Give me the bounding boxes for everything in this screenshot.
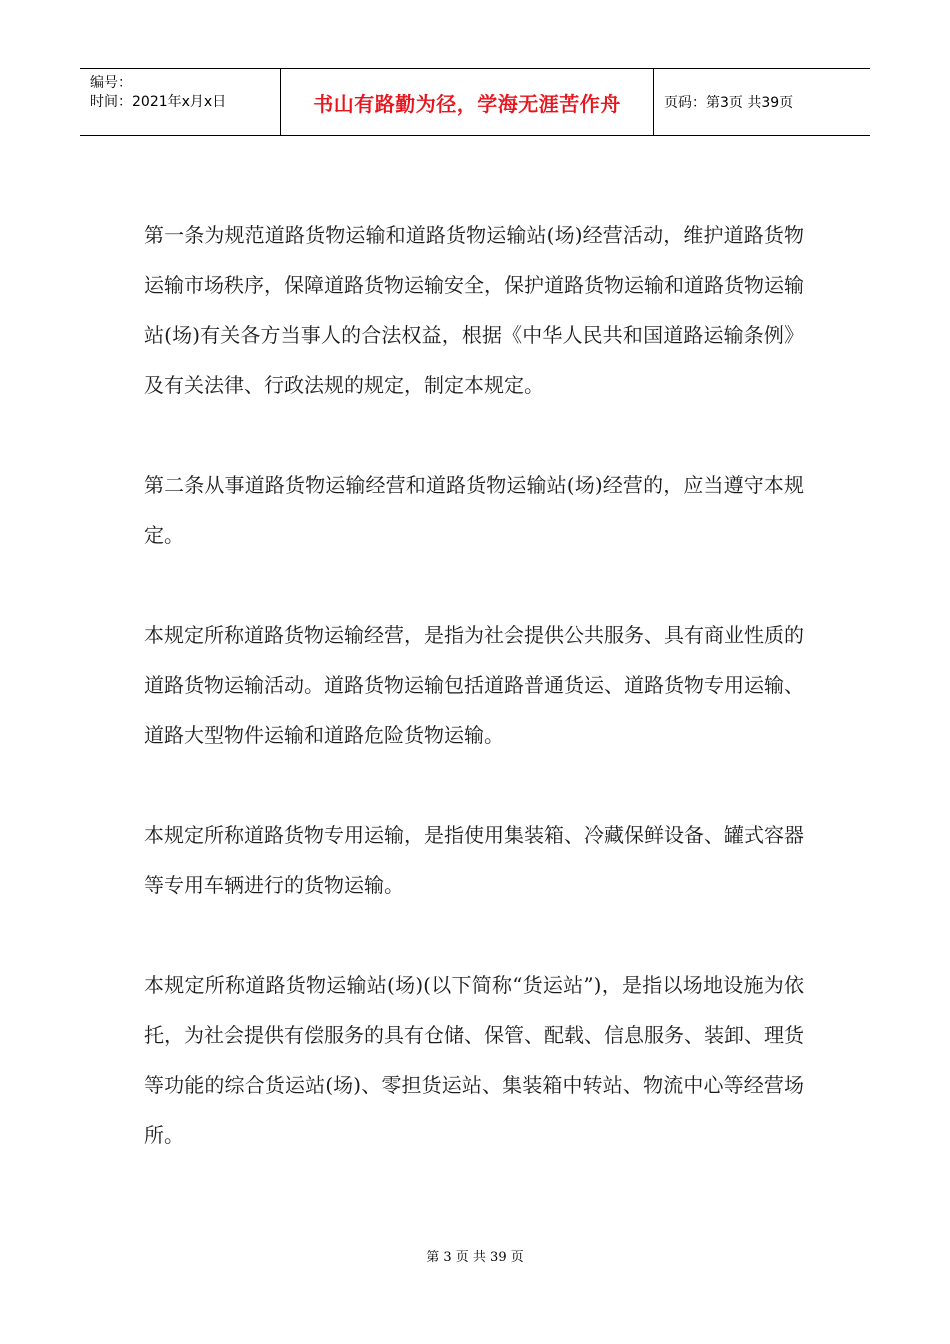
document-date: 时间：2021年x月x日	[90, 94, 227, 110]
page-footer: 第 3 页 共 39 页	[426, 1250, 524, 1265]
document-number-label: 编号：	[90, 75, 132, 91]
header-page-cell	[654, 69, 870, 135]
document-header	[80, 68, 870, 136]
paragraph: 第一条为规范道路货物运输和道路货物运输站(场)经营活动，维护道路货物运输市场秩序，保障道路货物运输安全，保护道路货物运输和道路货物运输站(场)有关各方当事人的合法权益，根据《中华人民共和国道路运输条例》及有关法律、行政法规的规定，制定本规定。	[144, 223, 804, 397]
document-body	[144, 210, 804, 1210]
paragraph: 本规定所称道路货物专用运输，是指使用集装箱、冷藏保鲜设备、罐式容器等专用车辆进行的货物运输。	[144, 823, 804, 897]
paragraph: 第二条从事道路货物运输经营和道路货物运输站(场)经营的，应当遵守本规定。	[144, 473, 804, 547]
header-motto-cell	[281, 69, 654, 135]
paragraph: 本规定所称道路货物运输经营，是指为社会提供公共服务、具有商业性质的道路货物运输活动。道路货物运输包括道路普通货运、道路货物专用运输、道路大型物件运输和道路危险货物运输。	[144, 623, 804, 747]
motto-text: 书山有路勤为径，学海无涯苦作舟	[313, 91, 621, 116]
header-page-info: 页码：第3页 共39页	[664, 95, 794, 111]
header-meta-cell	[80, 69, 281, 135]
paragraph: 本规定所称道路货物运输站(场)(以下简称“货运站”)，是指以场地设施为依托，为社会提供有偿服务的具有仓储、保管、配载、信息服务、装卸、理货等功能的综合货运站(场)、零担货运站、集装箱中转站、物流中心等经营场所。	[144, 973, 804, 1147]
